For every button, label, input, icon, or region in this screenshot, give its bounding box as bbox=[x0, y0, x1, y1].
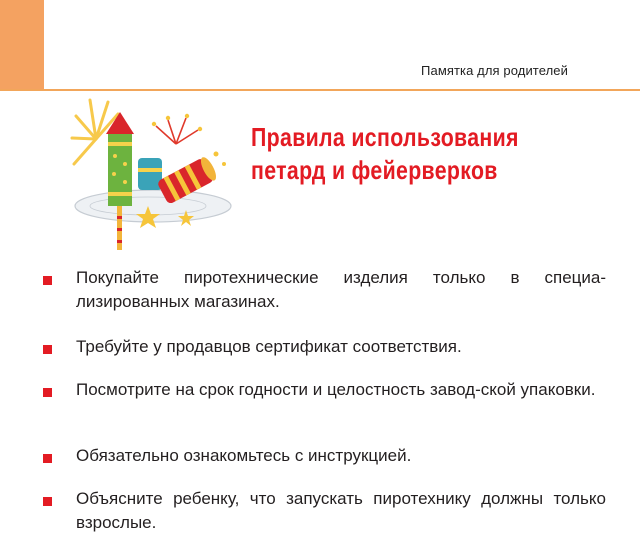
sparks bbox=[156, 118, 198, 144]
fireworks-illustration bbox=[68, 94, 238, 254]
bullet-square-icon bbox=[43, 497, 52, 506]
bullet-square-icon bbox=[43, 454, 52, 463]
rule-text: Покупайте пиротехнические изделия только в специа-лизированных магазинах. bbox=[76, 268, 606, 311]
title-line-1: Правила использования bbox=[251, 122, 519, 152]
list-item bbox=[40, 444, 606, 468]
leaflet-subtitle: Памятка для родителей bbox=[421, 63, 568, 78]
rule-text: Обязательно ознакомьтесь с инструкцией. bbox=[76, 446, 412, 465]
bullet-square-icon bbox=[43, 276, 52, 285]
rule-text: Объясните ребенку, что запускать пиротехнику должны только взрослые. bbox=[76, 489, 606, 532]
header-divider bbox=[0, 89, 640, 91]
bullet-square-icon bbox=[43, 388, 52, 397]
bullet-square-icon bbox=[43, 345, 52, 354]
list-item bbox=[40, 487, 606, 535]
list-item bbox=[40, 266, 606, 314]
corner-accent-bar bbox=[0, 0, 44, 91]
rule-text: Требуйте у продавцов сертификат соответствия. bbox=[76, 337, 462, 356]
fireworks-icon bbox=[68, 94, 238, 254]
list-item bbox=[40, 335, 606, 359]
title-line-2: петард и фейерверков bbox=[251, 155, 498, 185]
list-item bbox=[40, 378, 606, 402]
rocket bbox=[106, 112, 134, 250]
blue-firework-cylinder bbox=[138, 158, 162, 190]
page-title bbox=[251, 121, 519, 187]
rule-text: Посмотрите на срок годности и целостность завод-ской упаковки. bbox=[76, 380, 596, 399]
